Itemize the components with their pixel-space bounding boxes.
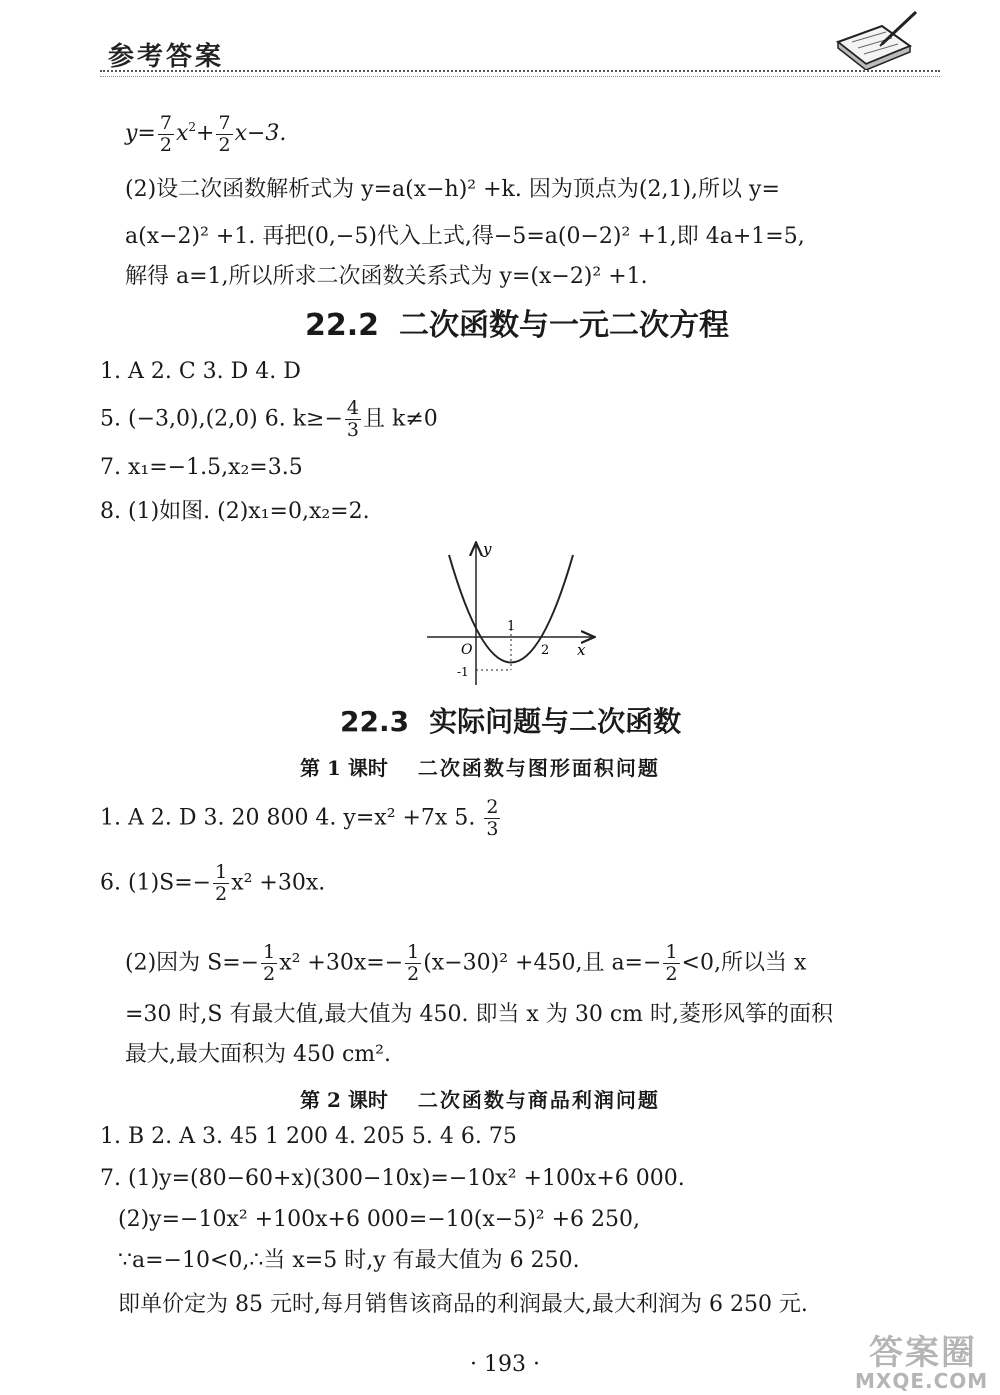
parabola-graph bbox=[425, 540, 605, 690]
text-line: 最大,最大面积为 450 cm². bbox=[125, 1042, 391, 1067]
answer-line: 1. A 2. D 3. 20 800 4. y=x² +7x 5. $\frac{2}{3}$ bbox=[100, 796, 499, 840]
header-title: 参考答案 bbox=[108, 42, 225, 72]
answer-line: 即单价定为 85 元时,每月销售该商品的利润最大,最大利润为 6 250 元. bbox=[118, 1292, 808, 1317]
text-line: (2)设二次函数解析式为 y=a(x−h)² +k. 因为顶点为(2,1),所以 y= bbox=[125, 177, 780, 202]
answer-line: 1. A 2. C 3. D 4. D bbox=[100, 359, 301, 384]
fraction: $\frac{2}{3}$ bbox=[486, 796, 499, 840]
text-line: 解得 a=1,所以所求二次函数关系式为 y=(x−2)² +1. bbox=[125, 264, 648, 289]
answer-line: ∵a=−10<0,∴当 x=5 时,y 有最大值为 6 250. bbox=[118, 1248, 580, 1273]
lesson-title-1: 第 1 课时 二次函数与图形面积问题 bbox=[300, 756, 660, 780]
answer-line: (2)y=−10x² +100x+6 000=−10(x−5)² +6 250, bbox=[118, 1207, 641, 1232]
fraction: $\frac{7}{2}$ bbox=[218, 111, 231, 156]
fraction: $\frac{1}{2}$ bbox=[407, 941, 420, 985]
page-header bbox=[100, 30, 940, 80]
formula-line-1: y= $\frac{7}{2}$ $x^2+$ $\frac{7}{2}$ x−3. bbox=[125, 111, 287, 156]
lesson-title-2: 第 2 课时 二次函数与商品利润问题 bbox=[300, 1088, 660, 1112]
section-title-22-2: 22.2 二次函数与一元二次方程 bbox=[305, 308, 730, 343]
tick-label-1: 1 bbox=[507, 619, 516, 634]
tick-label-neg1: -1 bbox=[457, 665, 469, 679]
header-rule bbox=[100, 70, 940, 77]
answer-line: 7. (1)y=(80−60+x)(300−10x)=−10x² +100x+6 000. bbox=[100, 1166, 685, 1191]
fraction: $\frac{1}{2}$ bbox=[215, 861, 228, 905]
answer-line: 1. B 2. A 3. 45 1 200 4. 205 5. 4 6. 75 bbox=[100, 1124, 517, 1149]
page-number: · 193 · bbox=[470, 1352, 540, 1377]
watermark: 答案圈 MXQE.COM bbox=[855, 1333, 989, 1393]
answer-line: 5. (−3,0),(2,0) 6. k≥− $\frac{4}{3}$ 且 k≠0 bbox=[100, 397, 438, 441]
fraction: $\frac{7}{2}$ bbox=[159, 111, 172, 156]
answer-line: 6. (1)S=− $\frac{1}{2}$ x² +30x. bbox=[100, 861, 326, 905]
fraction: $\frac{1}{2}$ bbox=[665, 941, 678, 985]
section-title-22-3: 22.3 实际问题与二次函数 bbox=[340, 705, 682, 738]
y-axis-label: y bbox=[483, 540, 492, 558]
fraction: $\frac{1}{2}$ bbox=[263, 941, 276, 985]
answer-line: 8. (1)如图. (2)x₁=0,x₂=2. bbox=[100, 499, 370, 524]
notebook-pen-icon bbox=[830, 8, 922, 70]
text-line: =30 时,S 有最大值,最大值为 450. 即当 x 为 30 cm 时,菱形风筝的面积 bbox=[125, 1002, 833, 1027]
answer-line: 7. x₁=−1.5,x₂=3.5 bbox=[100, 455, 303, 480]
answer-line: (2)因为 S=− $\frac{1}{2}$ x² +30x=− $\frac{1}{2}$ (x−30)² +450,且 a=− $\frac{1}{2}$ <0,所以当 x bbox=[125, 941, 807, 985]
fraction: $\frac{4}{3}$ bbox=[346, 397, 359, 441]
x-axis-label: x bbox=[577, 641, 586, 659]
text-line: a(x−2)² +1. 再把(0,−5)代入上式,得−5=a(0−2)² +1,即 4a+1=5, bbox=[125, 224, 805, 249]
origin-label: O bbox=[461, 642, 473, 658]
tick-label-2: 2 bbox=[541, 643, 550, 658]
